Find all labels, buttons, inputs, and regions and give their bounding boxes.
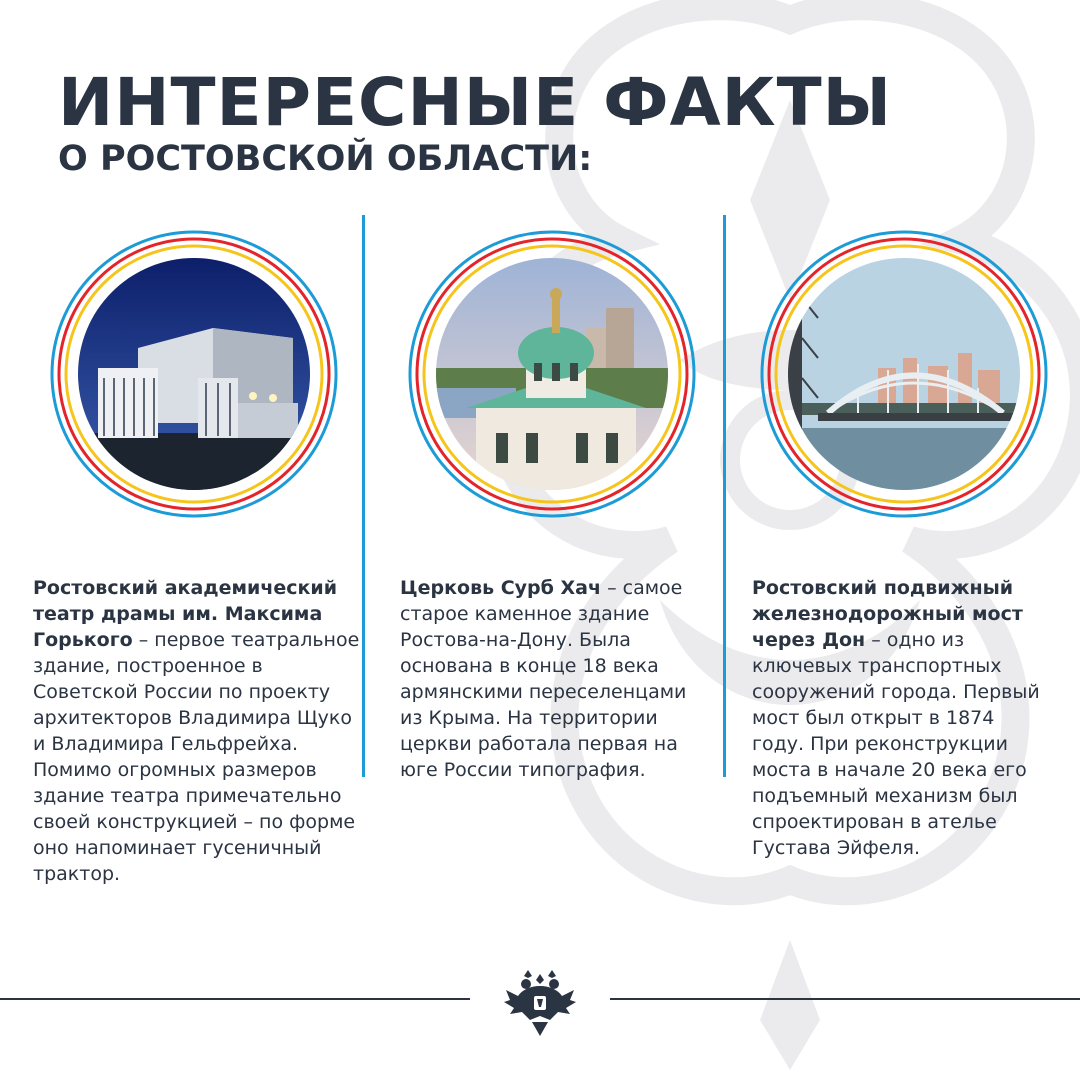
fact-text-theatre <box>33 575 363 887</box>
fact-body-bridge: – одно из ключевых транспортных сооружений города. Первый мост был открыт в 1874 году. При реконструкции моста в начале 20 века его подъемный механизм был спроектирован в ателье Густава Эйфеля. <box>752 629 1040 859</box>
fact-title-theatre: Ростовский академический театр драмы им. Максима Горького <box>33 577 338 651</box>
church-photo <box>436 258 668 490</box>
fact-card-church <box>388 228 718 520</box>
fact-title-church: Церковь Сурб Хач <box>400 577 602 599</box>
footer-line-right <box>610 998 1080 1000</box>
theatre-photo <box>78 258 310 490</box>
photo-frame <box>48 228 340 520</box>
photo-frame <box>406 228 698 520</box>
page-title: ИНТЕРЕСНЫЕ ФАКТЫ <box>58 64 893 141</box>
fact-text-church <box>400 575 700 783</box>
double-headed-eagle-icon <box>500 960 580 1040</box>
bridge-photo <box>788 258 1020 490</box>
footer-line-left <box>0 998 470 1000</box>
fact-title-bridge: Ростовский подвижный железнодорожный мост через Дон <box>752 577 1023 651</box>
fact-card-theatre <box>30 228 360 520</box>
fact-body-theatre: – первое театральное здание, построенное в Советской России по проекту архитекторов Владимира Щуко и Владимира Гельфрейха. Помимо огромных размеров здание театра примечательно своей конструкцией – по форме оно напоминает гусеничный трактор. <box>33 629 360 885</box>
photo-frame <box>758 228 1050 520</box>
column-divider-right <box>723 215 726 777</box>
fact-text-bridge <box>752 575 1052 861</box>
fact-card-bridge <box>740 228 1070 520</box>
fact-body-church: – самое старое каменное здание Ростова-на-Дону. Была основана в конце 18 века армянскими переселенцами из Крыма. На территории церкви работала первая на юге России типография. <box>400 577 687 781</box>
page-subtitle: О РОСТОВСКОЙ ОБЛАСТИ: <box>58 139 593 179</box>
